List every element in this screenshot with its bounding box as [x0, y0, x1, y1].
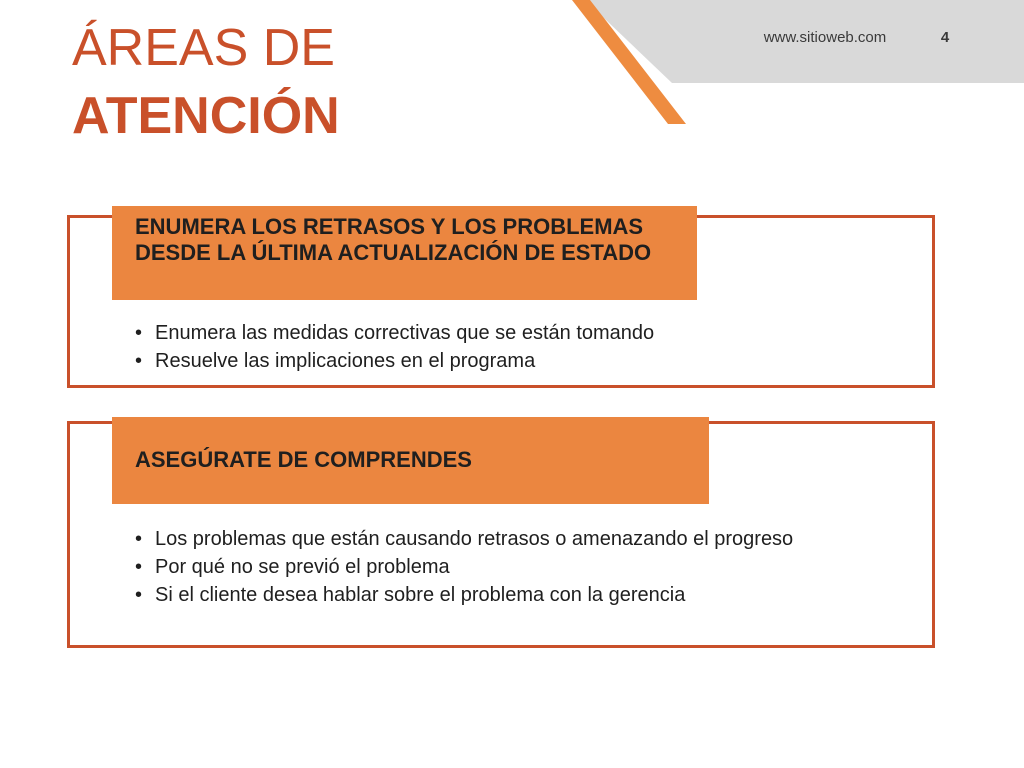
slide-title-line-1: ÁREAS DE: [72, 19, 335, 77]
bullet-glyph: •: [135, 528, 143, 550]
bullet-item: [135, 528, 815, 551]
bullet-item: [135, 350, 895, 373]
page-number: 4: [940, 29, 950, 46]
section-1-heading: ENUMERA LOS RETRASOS Y LOS PROBLEMAS DESDE LA ÚLTIMA ACTUALIZACIÓN DE ESTADO: [112, 206, 697, 300]
bullet-glyph: •: [135, 584, 143, 606]
bullet-text: Resuelve las implicaciones en el programa: [155, 350, 536, 372]
bullet-glyph: •: [135, 556, 143, 578]
bullet-text: Por qué no se previó el problema: [155, 556, 450, 578]
slide-title-line-2: ATENCIÓN: [72, 87, 340, 145]
section-2-heading: ASEGÚRATE DE COMPRENDES: [112, 417, 709, 504]
bullet-text: Los problemas que están causando retrasos o amenazando el progreso: [155, 528, 794, 550]
bullet-glyph: •: [135, 322, 143, 344]
bullet-item: [135, 584, 815, 607]
bullet-glyph: •: [135, 350, 143, 372]
section-2-bullet-list: [135, 528, 815, 612]
bullet-text: Si el cliente desea hablar sobre el problema con la gerencia: [155, 584, 686, 606]
site-url: www.sitioweb.com: [763, 29, 887, 46]
bullet-text: Enumera las medidas correctivas que se están tomando: [155, 322, 655, 344]
section-1-bullet-list: [135, 322, 895, 378]
bullet-item: [135, 322, 895, 345]
bullet-item: [135, 556, 815, 579]
